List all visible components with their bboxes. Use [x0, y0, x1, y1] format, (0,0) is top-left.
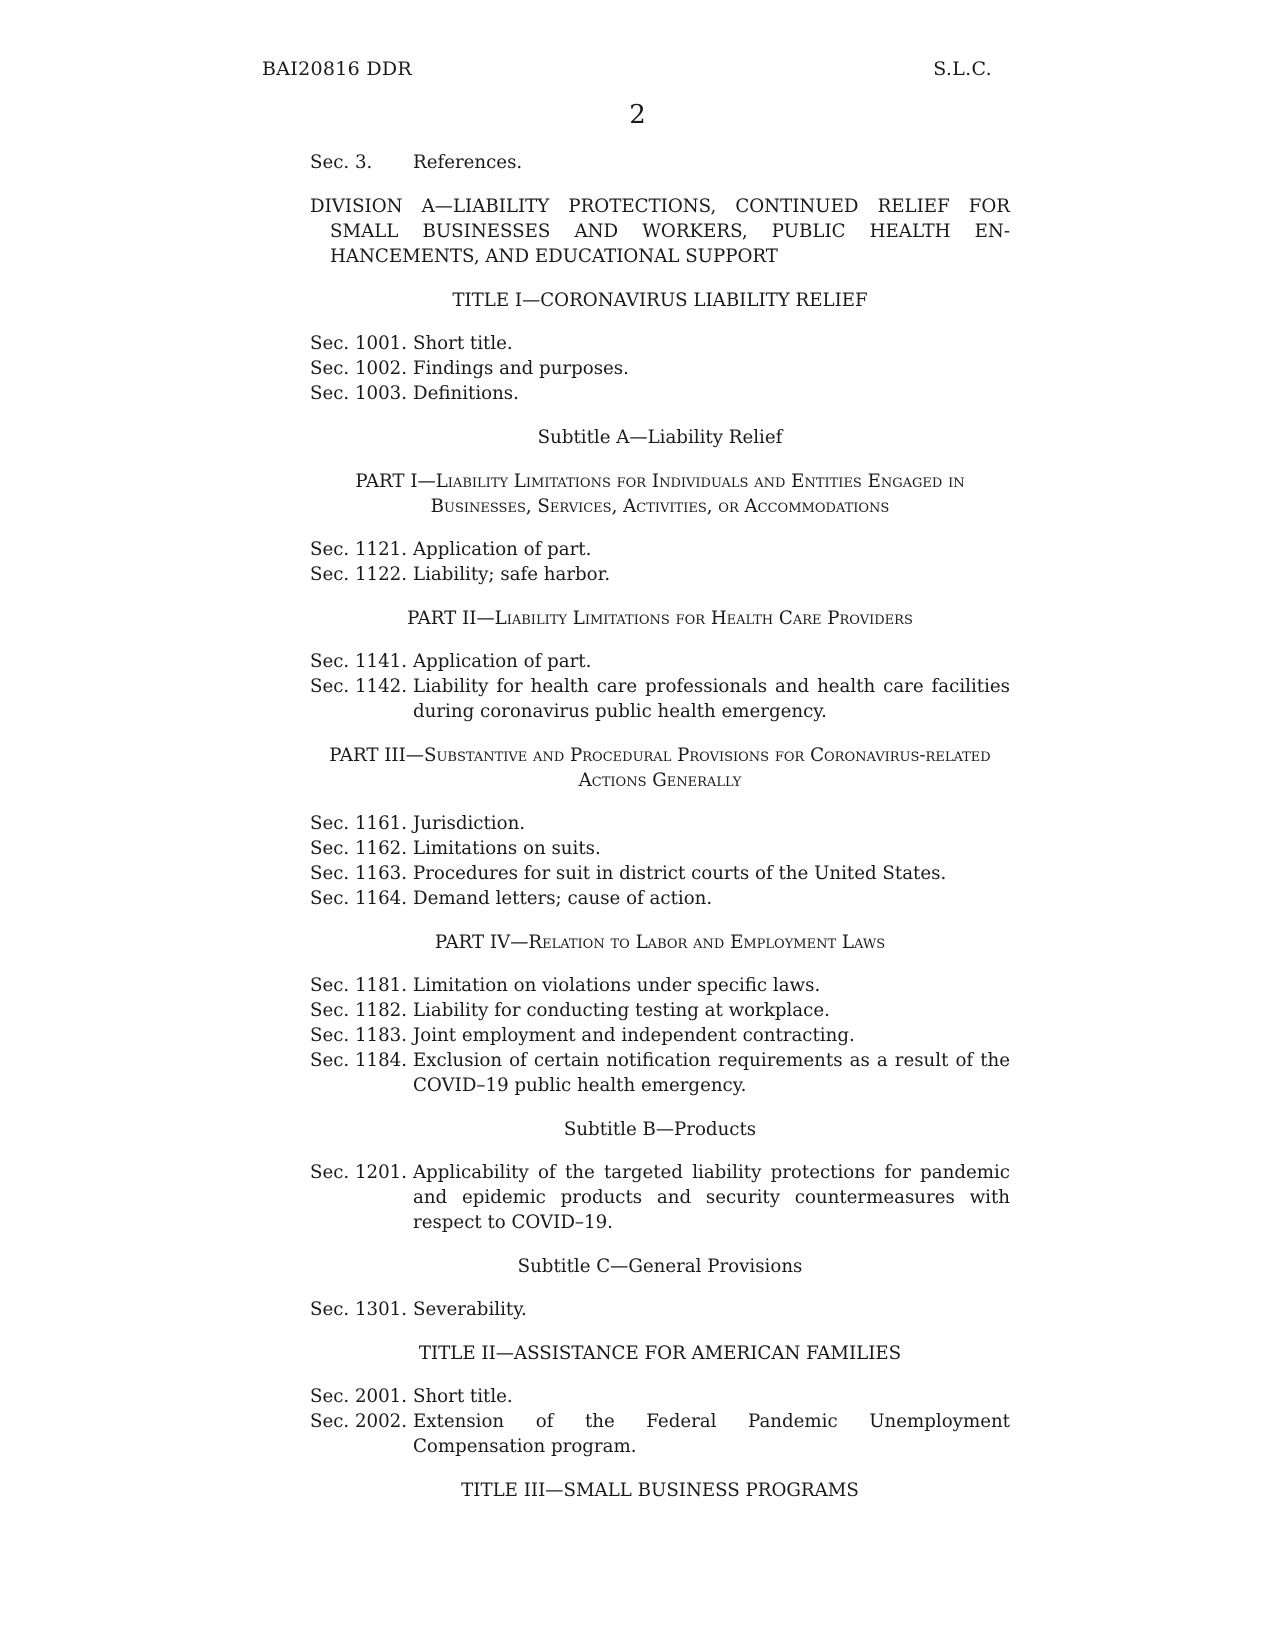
part-heading: PART I—Liability Limitations for Individuals and Entities Engaged in Businesses, Services, Activities, or Accommodations [355, 471, 965, 517]
toc-section [310, 998, 1010, 1023]
part-heading: PART II—Liability Limitations for Health Care Providers [407, 608, 913, 629]
section-title: Application of part. [413, 539, 592, 560]
section-title: Short title. [413, 333, 513, 354]
section-title: Liability; safe harbor. [413, 564, 611, 585]
table-of-contents [310, 150, 1010, 1503]
section-title: Jurisdiction. [413, 813, 526, 834]
section-number: Sec. 1301. [310, 1299, 408, 1320]
toc-section [310, 356, 1010, 381]
section-title: Limitation on violations under specific laws. [413, 975, 821, 996]
section-number: Sec. 1002. [310, 358, 408, 379]
section-title: Application of part. [413, 651, 592, 672]
toc-section [310, 1297, 1010, 1322]
division-heading: DIVISION A—LIABILITY PROTECTIONS, CONTINUED RELIEF FOR SMALL BUSINESSES AND WORKERS, PUBLIC HEALTH ENHANCEMENTS, AND EDUCATIONAL SUPPORT [310, 196, 1010, 267]
toc-section [310, 861, 1010, 886]
section-title: Limitations on suits. [413, 838, 601, 859]
section-title: Applicability of the targeted liability protections for pandemic and epidemic products and security countermeasures with respect to COVID–19. [413, 1162, 1010, 1233]
section-number: Sec. 1121. [310, 539, 408, 560]
part-heading: PART IV—Relation to Labor and Employment Laws [434, 932, 886, 953]
section-number: Sec. 1122. [310, 564, 408, 585]
section-number: Sec. 1182. [310, 1000, 408, 1021]
toc-section [310, 1384, 1010, 1409]
section-title: Findings and purposes. [413, 358, 629, 379]
subtitle-heading: Subtitle B—Products [563, 1119, 757, 1140]
title-heading: TITLE I—CORONAVIRUS LIABILITY RELIEF [452, 290, 868, 311]
page-number: 2 [629, 100, 646, 130]
section-number: Sec. 1003. [310, 383, 408, 404]
document-code: S.L.C. [933, 58, 992, 80]
toc-section [310, 562, 1010, 587]
section-number: Sec. 1163. [310, 863, 408, 884]
section-number: Sec. 1181. [310, 975, 408, 996]
toc-section [310, 537, 1010, 562]
section-number: Sec. 1001. [310, 333, 408, 354]
toc-section [310, 331, 1010, 356]
title-heading: TITLE III—SMALL BUSINESS PROGRAMS [461, 1480, 859, 1501]
section-title: References. [413, 152, 523, 173]
toc-section [310, 381, 1010, 406]
section-title: Demand letters; cause of action. [413, 888, 713, 909]
section-title: Joint employment and independent contracting. [413, 1025, 855, 1046]
toc-section [310, 836, 1010, 861]
section-number: Sec. 3. [310, 152, 373, 173]
toc-section [310, 973, 1010, 998]
section-number: Sec. 1184. [310, 1050, 408, 1071]
toc-section [310, 1023, 1010, 1048]
section-number: Sec. 1201. [310, 1162, 408, 1183]
section-number: Sec. 2002. [310, 1411, 408, 1432]
subtitle-heading: Subtitle C—General Provisions [517, 1256, 803, 1277]
toc-section [310, 1048, 1010, 1098]
toc-section [310, 1160, 1010, 1235]
section-number: Sec. 1183. [310, 1025, 408, 1046]
toc-section [310, 150, 1010, 175]
part-heading: PART III—Substantive and Procedural Provisions for Coronavirus-related Actions Generally [329, 745, 991, 791]
toc-section [310, 811, 1010, 836]
section-title: Extension of the Federal Pandemic Unemployment Compensation program. [413, 1411, 1010, 1457]
section-title: Definitions. [413, 383, 519, 404]
section-title: Exclusion of certain notification requirements as a result of the COVID–19 public health emergency. [413, 1050, 1010, 1096]
section-title: Severability. [413, 1299, 527, 1320]
section-number: Sec. 1161. [310, 813, 408, 834]
section-number: Sec. 1141. [310, 651, 408, 672]
toc-section [310, 886, 1010, 911]
document-id: BAI20816 DDR [262, 58, 413, 80]
section-number: Sec. 1142. [310, 676, 408, 697]
toc-section [310, 1409, 1010, 1459]
subtitle-heading: Subtitle A—Liability Relief [537, 427, 783, 448]
toc-section [310, 649, 1010, 674]
section-title: Liability for conducting testing at workplace. [413, 1000, 830, 1021]
toc-section [310, 674, 1010, 724]
section-title: Short title. [413, 1386, 513, 1407]
title-heading: TITLE II—ASSISTANCE FOR AMERICAN FAMILIES [418, 1343, 902, 1364]
section-number: Sec. 2001. [310, 1386, 408, 1407]
section-title: Procedures for suit in district courts of the United States. [413, 863, 947, 884]
section-number: Sec. 1162. [310, 838, 408, 859]
section-number: Sec. 1164. [310, 888, 408, 909]
section-title: Liability for health care professionals and health care facilities during coronavirus public health emergency. [413, 676, 1010, 722]
